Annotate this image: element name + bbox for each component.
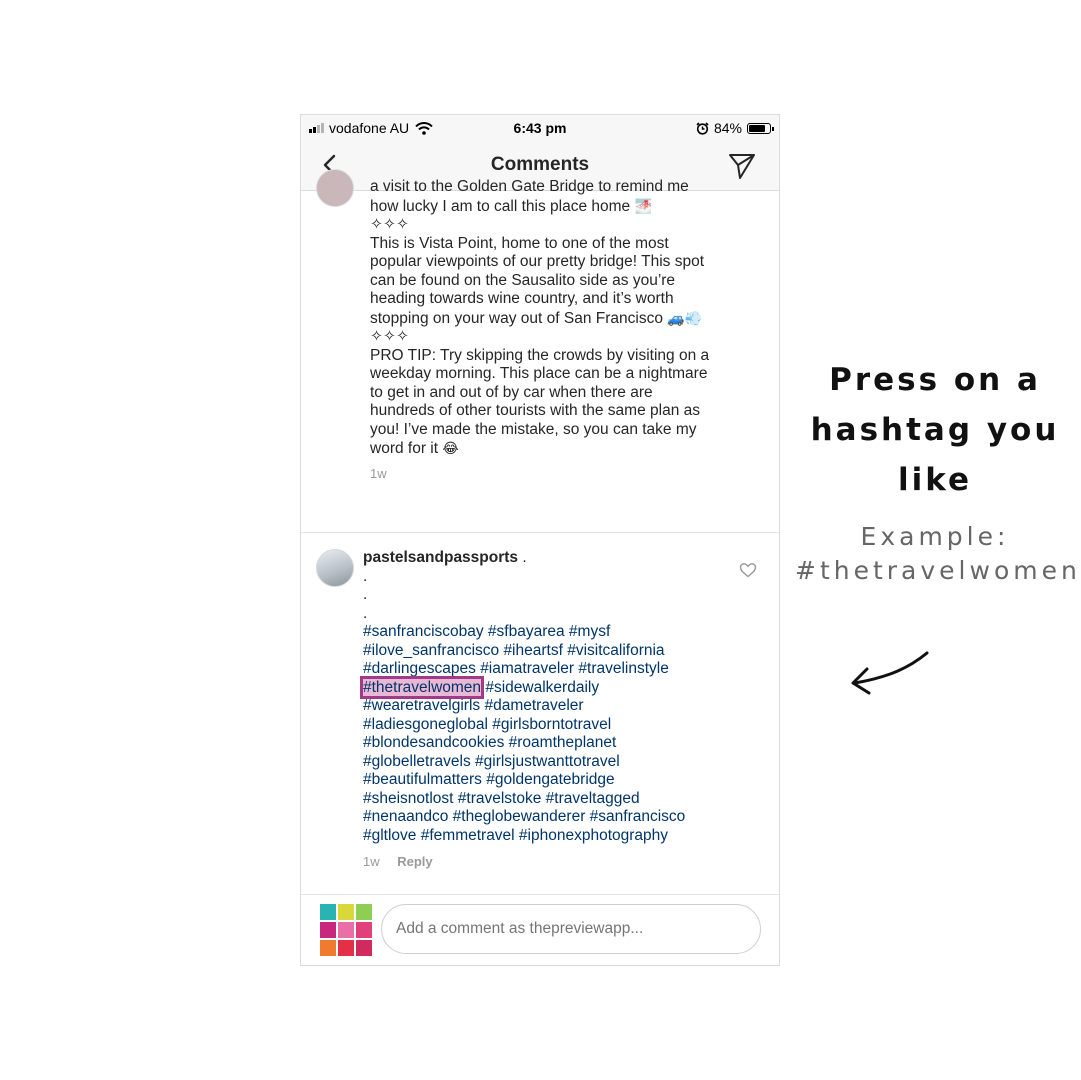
battery-icon (747, 123, 771, 134)
comments-list[interactable] (301, 178, 779, 896)
hashtag-line[interactable]: #wearetravelgirls #dametraveler (363, 697, 584, 714)
commenter-username[interactable]: pastelsandpassports (363, 549, 519, 566)
page-title: Comments (490, 154, 590, 175)
phone-screen (300, 114, 780, 966)
commenter-avatar[interactable] (316, 549, 354, 587)
car-emoji-icon: 🚙💨 (667, 309, 703, 326)
comment-body (363, 549, 733, 872)
hashtag-sidewalkerdaily[interactable]: #sidewalkerdaily (485, 678, 600, 696)
hashtag-line[interactable]: #sheisnotlost #travelstoke #traveltagged (363, 789, 640, 807)
heart-icon[interactable] (739, 562, 757, 578)
hashtag-line[interactable]: #ilove_sanfrancisco #iheartsf #visitcalifornia (363, 641, 665, 659)
post-caption (370, 178, 720, 483)
hashtag-line[interactable]: #globelletravels #girlsjustwanttotravel (363, 752, 620, 770)
reply-button[interactable]: Reply (397, 854, 433, 869)
hashtag-line[interactable]: #nenaandco #theglobewanderer #sanfrancisco (363, 808, 686, 825)
comment-dot: . (363, 586, 368, 603)
caption-paragraph-2 (370, 347, 720, 459)
instruction-line: hashtag you (810, 412, 1060, 448)
status-right (696, 120, 771, 136)
example-text (795, 520, 1081, 588)
arrow-left-icon (845, 645, 930, 705)
hashtag-thetravelwomen[interactable]: #thetravelwomen (363, 678, 482, 696)
comment-dot: . (363, 567, 368, 585)
caption-intro (370, 178, 720, 216)
author-avatar[interactable] (316, 169, 354, 207)
comment-dot: . (363, 604, 368, 622)
instruction-text (800, 355, 1070, 505)
status-bar (301, 115, 779, 141)
hashtag-line[interactable]: #darlingescapes #iamatraveler #travelinstyle (363, 660, 669, 677)
status-time: 6:43 pm (513, 120, 567, 136)
caption-intro-text: a visit to the Golden Gate Bridge to remind me how lucky I am to call this place home (370, 178, 689, 215)
caption-timestamp: 1w (370, 465, 387, 481)
carrier-label: vodafone AU (329, 120, 410, 136)
hashtag-line[interactable]: #ladiesgoneglobal #girlsborntotravel (363, 715, 612, 733)
comment-timestamp: 1w (363, 854, 380, 869)
hashtag-line[interactable]: #gltlove #femmetravel #iphonexphotography (363, 826, 669, 844)
user-avatar[interactable] (320, 904, 372, 956)
caption-separator: ✧✧✧ (370, 216, 409, 233)
alarm-icon (696, 122, 709, 135)
hashtag-line[interactable]: #sanfranciscobay #sfbayarea #mysf (363, 623, 611, 640)
hashtag-line (363, 679, 733, 698)
example-label: Example: (860, 522, 1010, 551)
divider (301, 532, 779, 533)
comment-input-bar (301, 894, 779, 965)
comment-dot: . (522, 549, 527, 566)
comment-input[interactable] (381, 904, 761, 954)
laughing-emoji-icon: 😂 (442, 440, 459, 456)
example-value: #thetravelwomen (795, 556, 1081, 585)
picture-emoji-icon: 🌁 (634, 197, 652, 214)
caption-separator-2: ✧✧✧ (370, 328, 409, 345)
caption-paragraph-1-text: This is Vista Point, home to one of the most popular viewpoints of our pretty bridge! This spot can be found on the Sausalito side as you’re heading towards wine country, and it’s worth stopping on your way out of San Francisco (370, 234, 705, 327)
caption-paragraph-1 (370, 235, 720, 329)
caption-paragraph-2-text: PRO TIP: Try skipping the crowds by visiting on a weekday morning. This place can be a nightmare to get in and out of by car when there are hundreds of other tourists with the same plan as you! I’ve made the mistake, so you can take my word for it (370, 346, 710, 457)
instruction-line: Press on a (829, 362, 1041, 398)
paper-plane-icon[interactable] (727, 151, 757, 181)
battery-percent: 84% (713, 120, 742, 136)
instruction-line: like (897, 462, 973, 498)
comment-header (363, 549, 733, 568)
hashtag-line[interactable]: #blondesandcookies #roamtheplanet (363, 734, 617, 751)
hashtag-line[interactable]: #beautifulmatters #goldengatebridge (363, 771, 615, 788)
comment-meta (363, 853, 733, 872)
battery-fill (749, 125, 765, 132)
